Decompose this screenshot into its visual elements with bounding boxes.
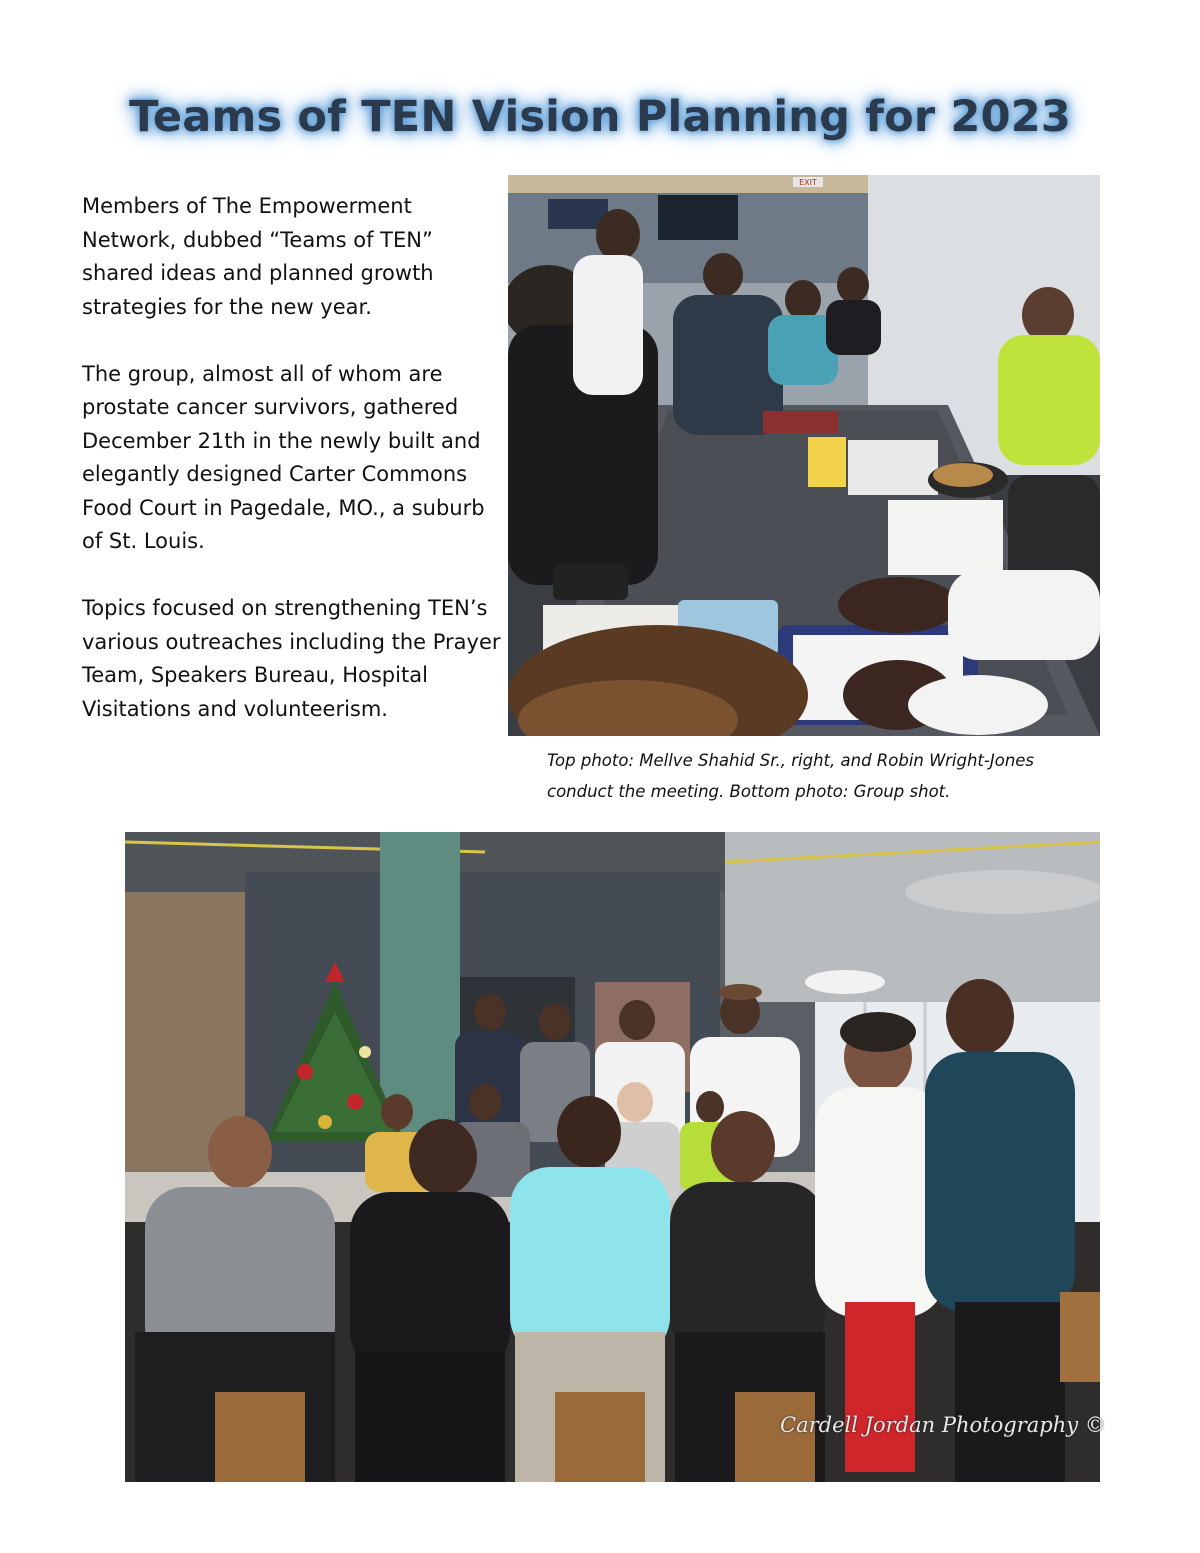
body-paragraph-2: The group, almost all of whom are prostate cancer survivors, gathered December 21th in the newly built and elegantly designed Carter Commons Food Court in Pagedale, MO., a suburb of St. Louis. bbox=[82, 361, 485, 553]
exit-sign: EXIT bbox=[799, 178, 817, 187]
meeting-photo bbox=[508, 175, 1100, 736]
photo-caption bbox=[547, 745, 1107, 807]
body-paragraph-3: Topics focused on strengthening TEN’s various outreaches including the Prayer Team, Speakers Bureau, Hospital Visitations and volunteerism. bbox=[82, 596, 501, 721]
caption-line-1: Top photo: Mellve Shahid Sr., right, and Robin Wright-Jones bbox=[547, 751, 1035, 770]
body-paragraph-1: Members of The Empowerment Network, dubbed “Teams of TEN” shared ideas and planned growth strategies for the new year. bbox=[82, 194, 434, 319]
group-photo bbox=[125, 832, 1100, 1482]
article-body bbox=[82, 190, 502, 760]
group-photo-image bbox=[125, 832, 1100, 1482]
caption-line-2: conduct the meeting. Bottom photo: Group shot. bbox=[547, 782, 951, 801]
photo-watermark: Cardell Jordan Photography © bbox=[780, 1413, 1106, 1437]
page-title: Teams of TEN Vision Planning for 2023 bbox=[129, 92, 1071, 142]
meeting-photo-image bbox=[508, 175, 1100, 736]
